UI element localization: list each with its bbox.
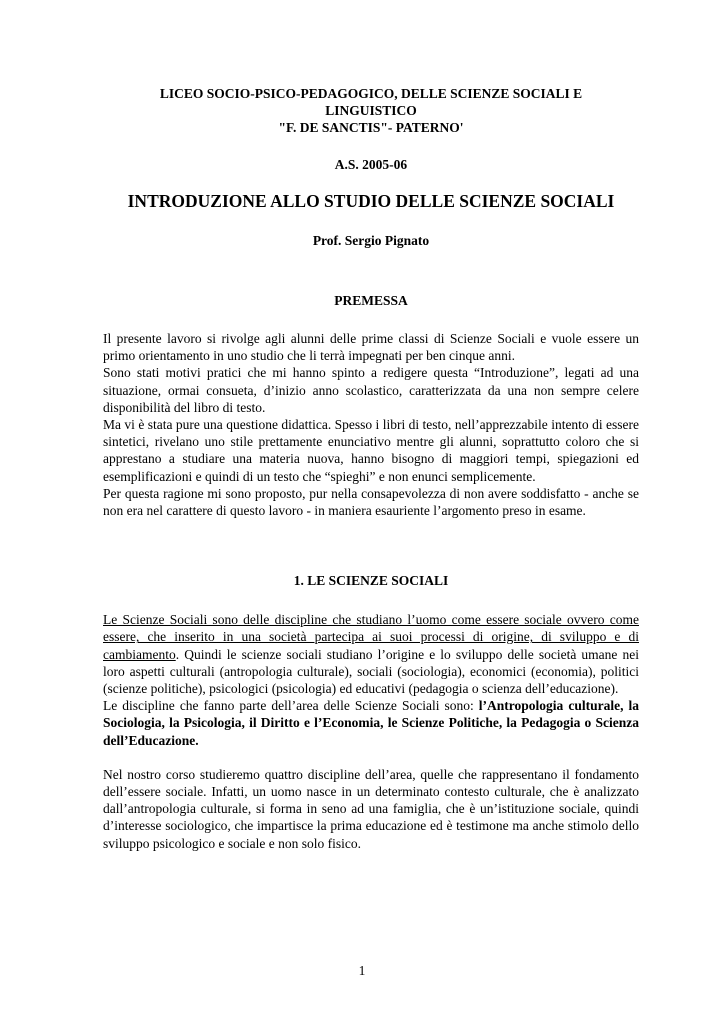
definition-underlined: Le Scienze Sociali sono delle discipline che studiano l’uomo come essere sociale ovvero come essere, che inserito in una società partecipa ai suoi processi di origine, di sviluppo e di (103, 612, 639, 645)
course-paragraph: Nel nostro corso studieremo quattro discipline dell’area, quelle che rappresentano il fondamento dell’essere sociale. Infatti, un uomo nasce in un determinato contesto culturale, che è analizzato dall’antropologia culturale, si forma in seno ad una famiglia, che è un’istituzione sociale, quindi d’interesse sociologico, che impartisce la prima educazione ed è testimone ma anche stimolo dello sviluppo psicologico e sociale e non solo fisico. (103, 766, 639, 851)
definition-underlined-word: cambiamento (103, 646, 176, 662)
premessa-paragraph: Il presente lavoro si rivolge agli alunni delle prime classi di Scienze Sociali e vuole essere un primo orientamento in uno studio che li terrà impegnati per ben cinque anni. (103, 331, 639, 364)
author: Prof. Sergio Pignato (312, 233, 430, 248)
premessa-heading: PREMESSA (334, 293, 408, 308)
premessa-paragraph: Sono stati motivi pratici che mi hanno spinto a redigere questa “Introduzione”, legati ad una situazione, ormai consueta, d’inizio anno scolastico, caratterizzata da una non sempre celere disponibilità del libro di testo. (103, 365, 639, 415)
school-name-line-1: LICEO SOCIO-PSICO-PEDAGOGICO, DELLE SCIENZE SOCIALI E (159, 86, 583, 101)
premessa-paragraph: Per questa ragione mi sono proposto, pur nella consapevolezza di non avere soddisfatto - anche se non era nel carattere di questo lavoro - in maniera esauriente l’argomento preso in esame. (103, 485, 639, 519)
school-name-line-3: "F. DE SANCTIS"- PATERNO' (278, 120, 464, 135)
premessa-paragraph: Ma vi è stata pure una questione didattica. Spesso i libri di testo, nell’apprezzabile intento di essere sintetici, rivelano uno stile prettamente enunciativo mentre gli alunni, soprattutto coloro che si apprestano a studiare una materia nuova, hanno bisogno di maggiori tempi, spiegazioni ed esemplificazioni e quindi di un testo che “spieghi” e non enunci semplicemente. (103, 417, 639, 484)
document-page (103, 82, 639, 852)
disciplines-list: l’Antropologia culturale, la Sociologia, la Psicologia, il Diritto e l’Economia, le Scienze Politiche, la Pedagogia o Scienza dell’Educazione. (103, 698, 639, 748)
section-1-heading: 1. LE SCIENZE SOCIALI (293, 573, 449, 589)
page-number: 1 (358, 963, 366, 978)
disciplines-paragraph (103, 697, 639, 749)
section-1-body (103, 611, 639, 852)
school-name-line-2: LINGUISTICO (325, 103, 417, 118)
disciplines-intro: Le discipline che fanno parte dell’area delle Scienze Sociali sono: (103, 698, 479, 714)
definition-rest: . Quindi le scienze sociali studiano l’origine e lo sviluppo delle società umane nei loro aspetti culturali (antropologia culturale), sociali (sociologia), economici (economia), politici (scienze politiche), psicologici (psicologia) ed educativi (pedagogia o scienza dell’educazione). (103, 646, 639, 697)
school-year: A.S. 2005-06 (334, 157, 408, 172)
school-header (103, 85, 639, 136)
premessa-body (103, 330, 639, 519)
definition-paragraph (103, 611, 639, 697)
document-title: INTRODUZIONE ALLO STUDIO DELLE SCIENZE SOCIALI (127, 191, 615, 211)
